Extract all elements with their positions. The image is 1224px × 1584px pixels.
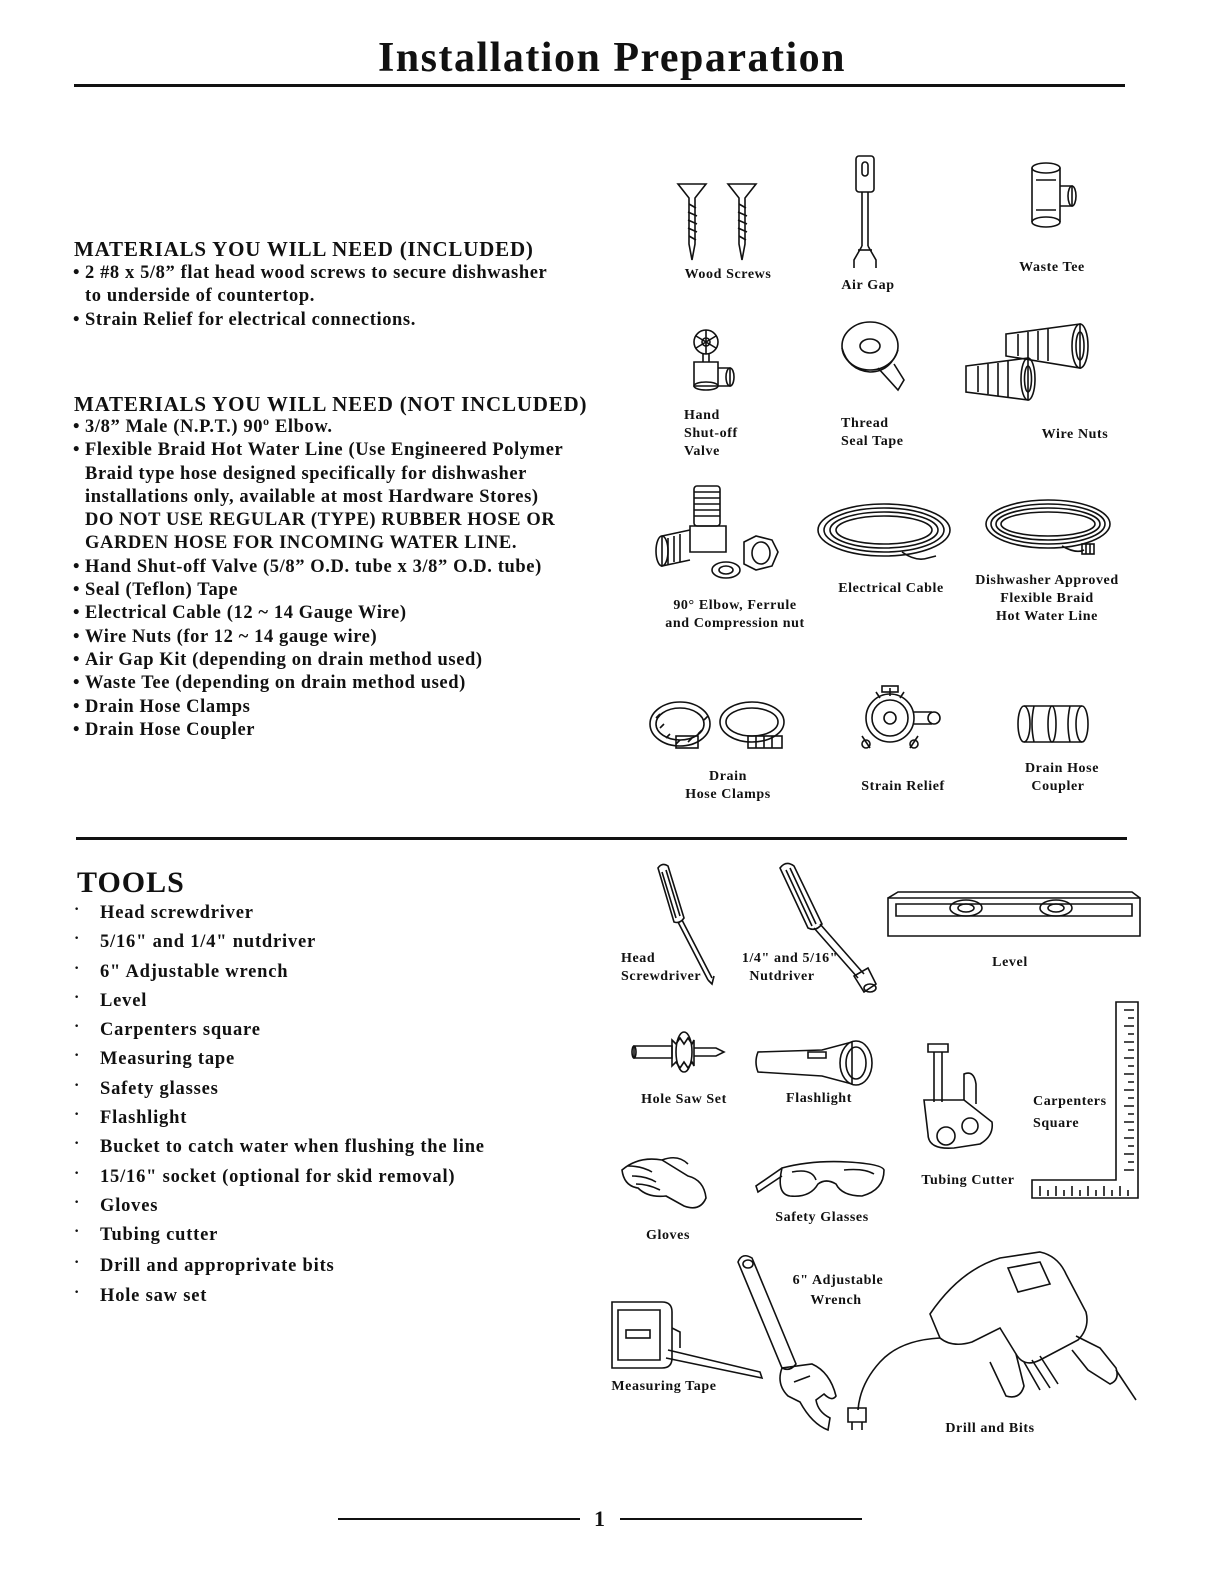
list-item: · Gloves bbox=[74, 1193, 159, 1216]
not-included-heading: MATERIALS YOU WILL NEED (NOT INCLUDED) bbox=[74, 392, 588, 416]
label-wrench-2: Wrench bbox=[810, 1293, 862, 1308]
label-wrench-1: 6" Adjustable bbox=[792, 1273, 884, 1288]
title-divider bbox=[74, 84, 1125, 87]
hose-coupler-icon bbox=[1016, 702, 1090, 748]
label-measuring-tape: Measuring Tape bbox=[611, 1379, 717, 1394]
list-item: • Hand Shut-off Valve (5/8” O.D. tube x 3/8” O.D. tube) bbox=[73, 556, 542, 577]
thread-tape-icon bbox=[838, 320, 908, 396]
list-item: installations only, available at most Hardware Stores) bbox=[85, 486, 539, 507]
list-item: · Hole saw set bbox=[74, 1284, 208, 1307]
list-item: • Drain Hose Coupler bbox=[73, 719, 256, 740]
braided-hose-icon bbox=[984, 496, 1116, 564]
section-divider bbox=[76, 837, 1127, 840]
list-item: • Wire Nuts (for 12 ~ 14 gauge wire) bbox=[73, 626, 378, 647]
list-item: · Safety glasses bbox=[74, 1076, 219, 1099]
label-gloves: Gloves bbox=[645, 1228, 691, 1243]
electrical-cable-icon bbox=[816, 500, 956, 572]
not-included-list bbox=[73, 416, 653, 742]
included-list bbox=[73, 262, 633, 332]
list-item: • Electrical Cable (12 ~ 14 Gauge Wire) bbox=[73, 603, 407, 624]
list-item: to underside of countertop. bbox=[85, 286, 315, 307]
elbow-fitting-icon bbox=[654, 484, 786, 586]
tubing-cutter-icon bbox=[914, 1040, 1000, 1162]
label-elbow-1: 90° Elbow, Ferrule bbox=[673, 598, 797, 613]
list-item: · Bucket to catch water when flushing the line bbox=[74, 1135, 485, 1158]
list-item: • Air Gap Kit (depending on drain method used) bbox=[73, 649, 483, 670]
page-number: 1 bbox=[594, 1506, 605, 1531]
label-flashlight: Flashlight bbox=[786, 1091, 852, 1106]
label-hand-valve-1: Hand bbox=[684, 408, 720, 423]
label-hole-saw: Hole Saw Set bbox=[641, 1092, 727, 1107]
list-item: · Level bbox=[74, 988, 148, 1011]
list-item: • Seal (Teflon) Tape bbox=[73, 580, 239, 601]
gloves-icon bbox=[618, 1152, 714, 1216]
label-tubing-cutter: Tubing Cutter bbox=[921, 1173, 1015, 1188]
included-heading: MATERIALS YOU WILL NEED (INCLUDED) bbox=[74, 237, 534, 261]
wood-screws-icon bbox=[672, 178, 772, 264]
list-item: • Flexible Braid Hot Water Line (Use Engineered Polymer bbox=[73, 440, 564, 461]
list-item: · Carpenters square bbox=[74, 1018, 261, 1041]
list-item: DO NOT USE REGULAR (TYPE) RUBBER HOSE OR bbox=[85, 510, 556, 531]
footer-rule-right bbox=[620, 1518, 862, 1520]
label-drill: Drill and Bits bbox=[945, 1421, 1035, 1436]
label-braid-3: Hot Water Line bbox=[996, 609, 1098, 624]
label-braid-2: Flexible Braid bbox=[1000, 591, 1094, 606]
list-item: · Flashlight bbox=[74, 1106, 188, 1129]
label-thread-tape-2: Seal Tape bbox=[841, 434, 904, 449]
list-item: GARDEN HOSE FOR INCOMING WATER LINE. bbox=[85, 533, 518, 554]
label-square-2: Square bbox=[1033, 1116, 1080, 1131]
list-item: · Drill and approprivate bits bbox=[74, 1253, 335, 1276]
list-item: · 6" Adjustable wrench bbox=[74, 959, 289, 982]
footer-rule-left bbox=[338, 1518, 580, 1520]
list-item: Braid type hose designed specifically for dishwasher bbox=[85, 463, 527, 484]
label-safety-glasses: Safety Glasses bbox=[775, 1210, 869, 1225]
tools-heading: TOOLS bbox=[77, 866, 185, 899]
label-wire-nuts: Wire Nuts bbox=[1041, 427, 1109, 442]
tools-list bbox=[74, 903, 594, 1316]
label-screwdriver-1: Head bbox=[621, 951, 656, 966]
list-item: · 5/16" and 1/4" nutdriver bbox=[74, 930, 317, 953]
label-elbow-2: and Compression nut bbox=[665, 616, 805, 631]
list-item: · 15/16" socket (optional for skid removal) bbox=[74, 1164, 456, 1187]
label-square-1: Carpenters bbox=[1033, 1094, 1107, 1109]
label-electrical-cable: Electrical Cable bbox=[838, 581, 944, 596]
label-air-gap: Air Gap bbox=[841, 278, 895, 293]
label-clamps-2: Hose Clamps bbox=[685, 787, 771, 802]
flashlight-icon bbox=[752, 1036, 878, 1090]
list-item: · Tubing cutter bbox=[74, 1223, 219, 1246]
strain-relief-icon bbox=[856, 684, 942, 758]
label-clamps-1: Drain bbox=[709, 769, 747, 784]
label-strain-relief: Strain Relief bbox=[861, 779, 945, 794]
label-thread-tape-1: Thread bbox=[841, 416, 889, 431]
label-level: Level bbox=[992, 955, 1028, 970]
hose-clamps-icon bbox=[646, 694, 796, 758]
list-item: • Waste Tee (depending on drain method used) bbox=[73, 673, 466, 694]
list-item: · Measuring tape bbox=[74, 1047, 236, 1070]
list-item: • 3/8” Male (N.P.T.) 90º Elbow. bbox=[73, 417, 333, 437]
label-coupler-1: Drain Hose bbox=[1024, 761, 1100, 776]
hole-saw-icon bbox=[632, 1024, 732, 1084]
hand-valve-icon bbox=[684, 328, 744, 398]
list-item: • 2 #8 x 5/8” flat head wood screws to secure dishwasher bbox=[73, 263, 548, 283]
label-hand-valve-2: Shut-off bbox=[684, 426, 738, 441]
list-item: • Drain Hose Clamps bbox=[73, 696, 251, 717]
label-hand-valve-3: Valve bbox=[684, 444, 720, 459]
safety-glasses-icon bbox=[752, 1158, 888, 1206]
label-nutdriver-2: Nutdriver bbox=[749, 969, 815, 984]
label-wood-screws: Wood Screws bbox=[684, 267, 772, 282]
label-braid-1: Dishwasher Approved bbox=[975, 573, 1119, 588]
label-coupler-2: Coupler bbox=[1031, 779, 1085, 794]
label-screwdriver-2: Screwdriver bbox=[621, 969, 702, 984]
label-nutdriver-1: 1/4" and 5/16" bbox=[741, 951, 839, 966]
wire-nuts-icon bbox=[962, 320, 1102, 404]
label-waste-tee: Waste Tee bbox=[1019, 260, 1085, 275]
level-icon bbox=[886, 890, 1142, 940]
list-item: · Head screwdriver bbox=[74, 901, 254, 923]
list-item: • Strain Relief for electrical connections. bbox=[73, 309, 416, 330]
drill-icon bbox=[840, 1250, 1140, 1430]
air-gap-icon bbox=[846, 154, 886, 274]
waste-tee-icon bbox=[1022, 160, 1082, 232]
page-title: Installation Preparation bbox=[377, 35, 847, 81]
